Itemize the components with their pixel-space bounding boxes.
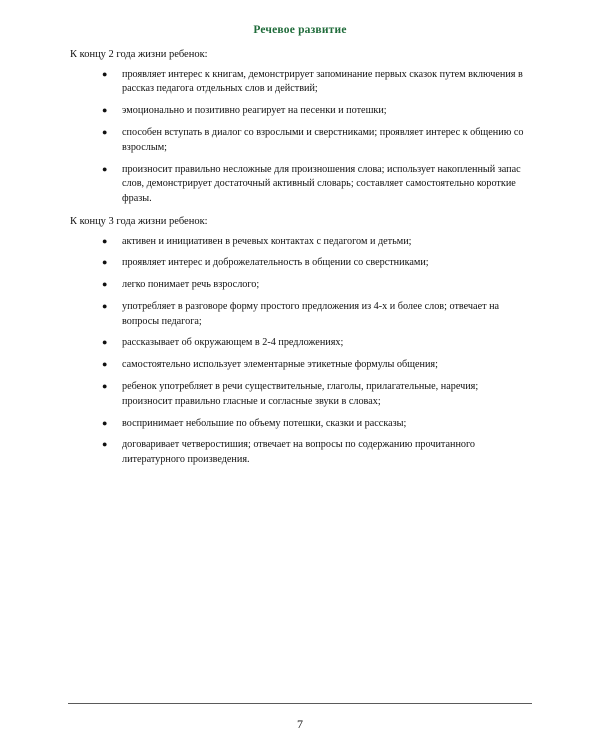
list-item	[40, 358, 560, 373]
bullet-icon: ●	[102, 381, 108, 391]
list-item	[40, 104, 560, 119]
list-item-text: произносит правильно несложные для произношения слова; использует накопленный запас слов, демонстрирует достаточный активный словарь; составляет самостоятельно короткие фразы.	[122, 163, 521, 205]
bullet-icon: ●	[102, 105, 108, 116]
bullet-icon: ●	[102, 337, 108, 348]
list-item	[40, 336, 560, 351]
list-section-1	[40, 68, 560, 207]
bullet-icon: ●	[102, 417, 108, 428]
list-item-text: способен вступать в диалог со взрослыми и сверстниками; проявляет интерес к общению со взрослым;	[122, 126, 524, 153]
list-item-text: проявляет интерес к книгам, демонстрирует запоминание первых сказок путем включения в рассказ педагога отдельных слов и действий;	[122, 68, 523, 95]
footer-divider	[68, 703, 532, 704]
bullet-icon: ●	[102, 68, 108, 79]
bullet-icon: ●	[102, 279, 108, 290]
list-section-2	[40, 235, 560, 468]
list-item	[40, 438, 560, 468]
list-item-text: самостоятельно использует элементарные этикетные формулы общения;	[122, 359, 438, 371]
bullet-icon: ●	[102, 359, 108, 370]
list-item	[40, 300, 560, 330]
bullet-icon: ●	[102, 300, 108, 311]
list-item-text: рассказывает об окружающем в 2-4 предложениях;	[122, 337, 344, 349]
bullet-icon: ●	[102, 163, 108, 174]
list-item	[40, 256, 560, 271]
list-item-text: активен и инициативен в речевых контактах с педагогом и детьми;	[122, 235, 412, 247]
list-item	[40, 163, 560, 207]
list-item-text: проявляет интерес и доброжелательность в общении со сверстниками;	[122, 257, 429, 269]
list-item	[40, 380, 560, 410]
list-item-text: ребенок употребляет в речи существительные, глаголы, прилагательные, наречия; произносит правильно гласные и согласные звуки в словах;	[122, 381, 479, 407]
list-item	[40, 68, 560, 98]
list-item-text: употребляет в разговоре форму простого предложения из 4-х и более слов; отвечает на вопросы педагога;	[122, 300, 500, 327]
list-item-text: легко понимает речь взрослого;	[122, 279, 260, 291]
list-item-text: эмоционально и позитивно реагирует на песенки и потешки;	[122, 105, 387, 117]
bullet-icon: ●	[102, 126, 108, 137]
bullet-icon: ●	[102, 257, 108, 268]
list-item	[40, 278, 560, 293]
list-item-text: воспринимает небольшие по объему потешки, сказки и рассказы;	[122, 417, 407, 429]
section-heading-2: К концу 3 года жизни ребенок:	[70, 215, 208, 227]
page-title: Речевое развитие	[253, 24, 347, 36]
bullet-icon: ●	[102, 439, 108, 450]
section-heading-1: К концу 2 года жизни ребенок:	[70, 49, 208, 60]
page-number: 7	[297, 717, 303, 731]
list-item-text: договаривает четверостишия; отвечает на вопросы по содержанию прочитанного литературного произведения.	[122, 439, 476, 466]
list-item	[40, 417, 560, 432]
list-item	[40, 126, 560, 156]
list-item	[40, 235, 560, 250]
bullet-icon: ●	[102, 235, 108, 246]
